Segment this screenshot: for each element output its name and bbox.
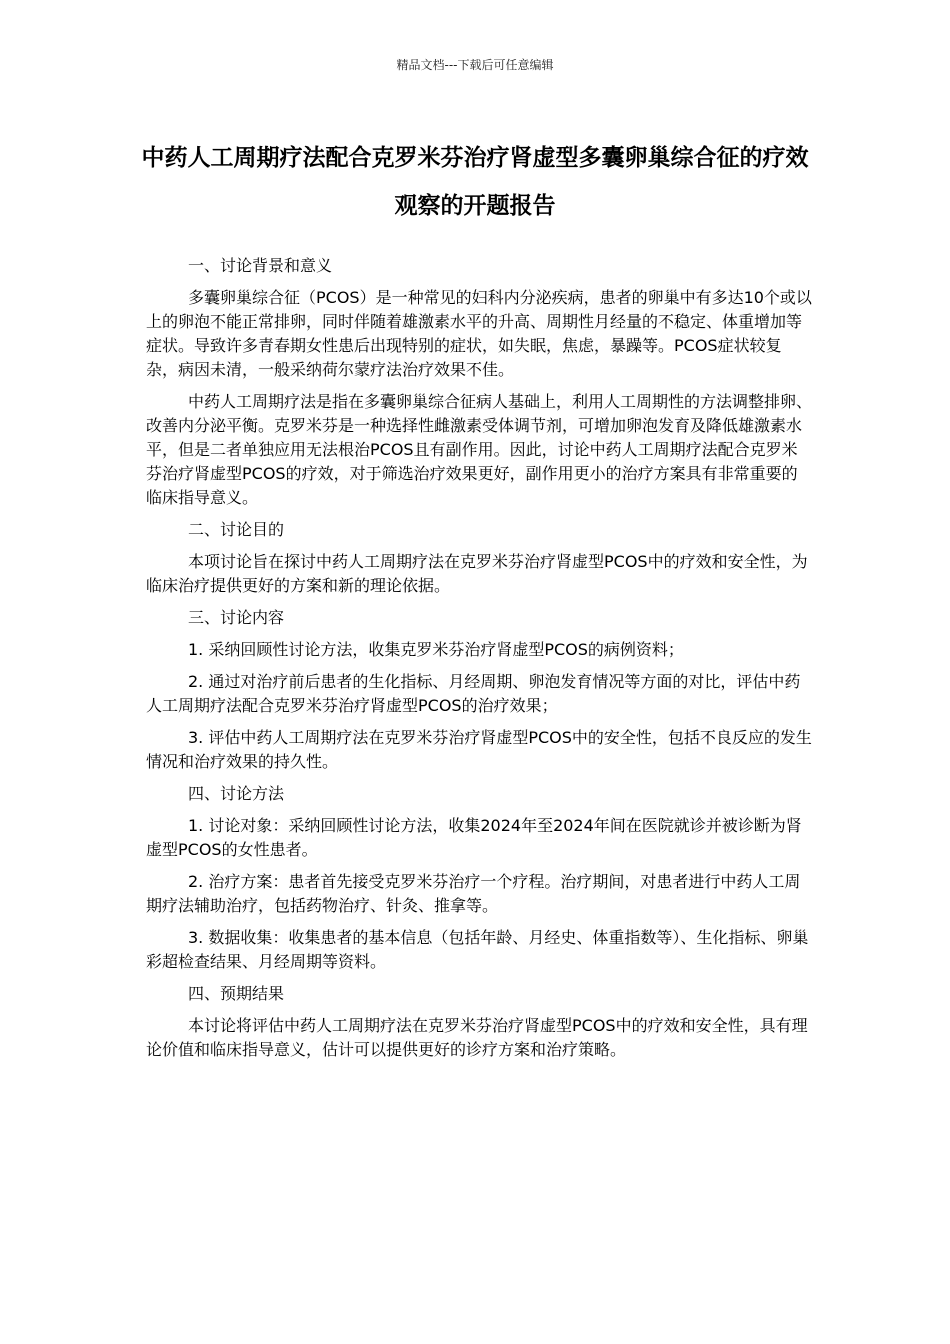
- section-heading-results: 四、预期结果: [188, 984, 285, 1003]
- paragraph: 本项讨论旨在探讨中药人工周期疗法在克罗米芬治疗肾虚型PCOS中的疗效和安全性，为临床治疗提供更好的方案和新的理论依据。: [146, 552, 808, 595]
- list-item: 2. 通过对治疗前后患者的生化指标、月经周期、卵泡发育情况等方面的对比，评估中药人工周期疗法配合克罗米芬治疗肾虚型PCOS的治疗效果；: [146, 672, 801, 715]
- paragraph: 本讨论将评估中药人工周期疗法在克罗米芬治疗肾虚型PCOS中的疗效和安全性，具有理论价值和临床指导意义，估计可以提供更好的诊疗方案和治疗策略。: [146, 1016, 808, 1059]
- list-item: 1. 讨论对象：采纳回顾性讨论方法，收集2024年至2024年间在医院就诊并被诊断为肾虚型PCOS的女性患者。: [146, 816, 802, 859]
- list-item: 1. 采纳回顾性讨论方法，收集克罗米芬治疗肾虚型PCOS的病例资料；: [188, 640, 684, 659]
- list-item: 3. 数据收集：收集患者的基本信息（包括年龄、月经史、体重指数等）、生化指标、卵巢彩超检查结果、月经周期等资料。: [146, 928, 809, 971]
- section-heading-method: 四、讨论方法: [188, 784, 285, 803]
- section-heading-content: 三、讨论内容: [188, 608, 285, 627]
- document-body: [146, 254, 812, 1070]
- list-item: 3. 评估中药人工周期疗法在克罗米芬治疗肾虚型PCOS中的安全性，包括不良反应的发生情况和治疗效果的持久性。: [146, 728, 812, 771]
- paragraph: 中药人工周期疗法是指在多囊卵巢综合征病人基础上，利用人工周期性的方法调整排卵、改善内分泌平衡。克罗米芬是一种选择性雌激素受体调节剂，可增加卵泡发育及降低雄激素水平，但是二者单独应用无法根治PCOS且有副作用。因此，讨论中药人工周期疗法配合克罗米芬治疗肾虚型PCOS的疗效，对于筛选治疗效果更好，副作用更小的治疗方案具有非常重要的临床指导意义。: [146, 392, 813, 507]
- section-heading-background: 一、讨论背景和意义: [188, 256, 333, 275]
- section-heading-purpose: 二、讨论目的: [188, 520, 285, 539]
- page-header: 精品文档---下载后可任意编辑: [396, 58, 554, 72]
- list-item: 2. 治疗方案：患者首先接受克罗米芬治疗一个疗程。治疗期间，对患者进行中药人工周期疗法辅助治疗，包括药物治疗、针灸、推拿等。: [146, 872, 801, 915]
- document-title: 中药人工周期疗法配合克罗米芬治疗肾虚型多囊卵巢综合征的疗效观察的开题报告: [141, 145, 809, 219]
- paragraph: 多囊卵巢综合征（PCOS）是一种常见的妇科内分泌疾病，患者的卵巢中有多达10个或以上的卵泡不能正常排卵，同时伴随着雄激素水平的升高、周期性月经量的不稳定、体重增加等症状。导致许多青春期女性患后出现特别的症状，如失眠，焦虑，暴躁等。PCOS症状较复杂，病因未清，一般采纳荷尔蒙疗法治疗效果不佳。: [146, 288, 812, 379]
